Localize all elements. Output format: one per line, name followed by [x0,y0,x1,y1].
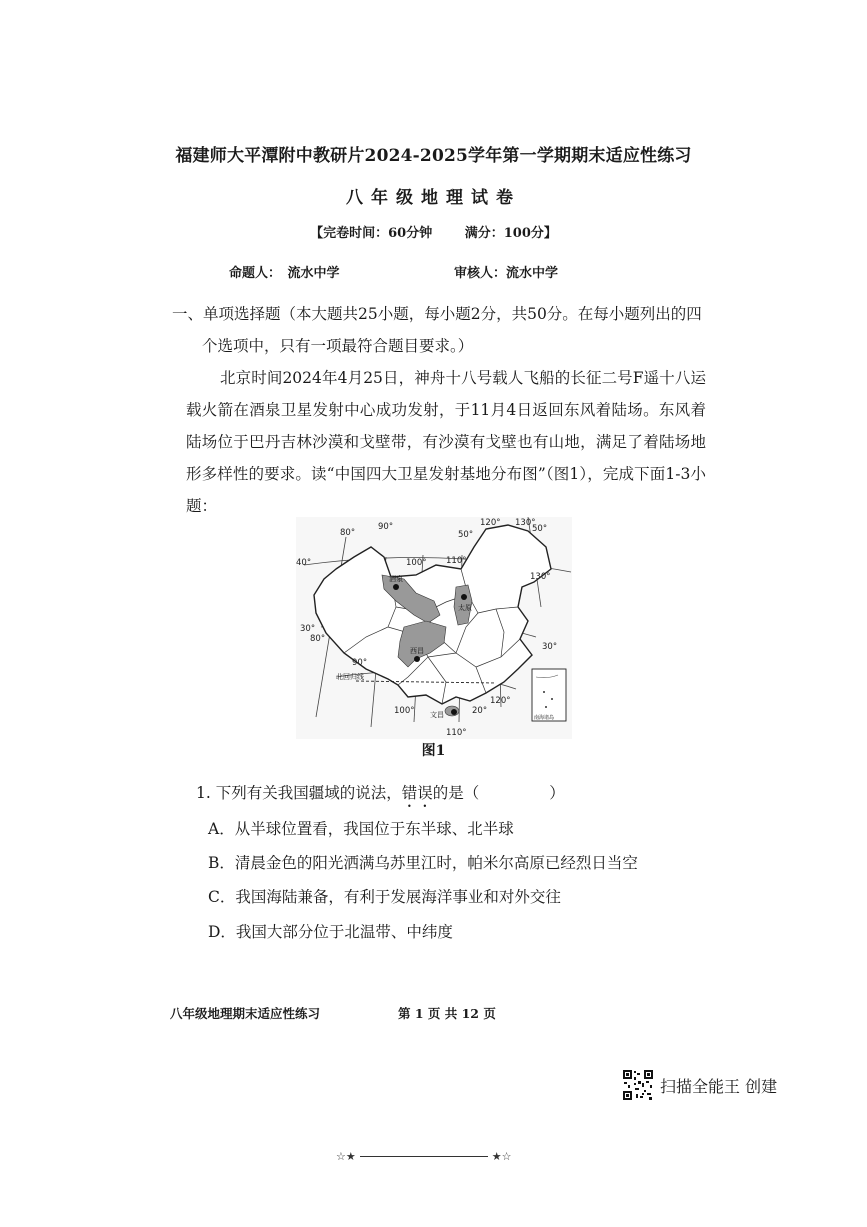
lon-label: 80° [340,528,356,538]
wenchang-label: 文昌 [430,711,444,719]
question-stem-part: 下列有关我国疆域的说法， [215,784,402,802]
jiuquan-site-marker [393,584,399,590]
footer-page-number: 第 1 页 共 12 页 [398,1006,496,1021]
full-score: 满分：100分】 [464,226,557,241]
lon-label: 80° [310,634,326,644]
tropic-label: 北回归线 [336,673,364,681]
lat-label: 50° [532,524,548,534]
lat-label: 20° [472,706,488,716]
lat-label: 40° [296,558,312,568]
question-number: 1. [196,784,211,802]
section-heading-line1: 一、单项选择题（本大题共25小题，每小题2分，共50分。在每小题列出的四 [172,305,702,323]
lon-label: 90° [352,658,368,668]
scanner-watermark [622,1069,777,1101]
intro-paragraph: 北京时间2024年4月25日，神舟十八号载人飞船的长征二号F遥十八运载火箭在酒泉卫星发射中心成功发射，于11月4日返回东风着陆场。东风着陆场位于巴丹吉林沙漠和戈壁带，有沙漠有戈壁也有山地，满足了着陆场地形多样性的要求。读“中国四大卫星发射基地分布图”（图1），完成下面1-3小题： [186,369,706,515]
lon-label: 100° [394,706,415,716]
wenchang-site-marker [451,709,457,715]
xichang-site-marker [414,656,420,662]
taiyuan-label: 太原 [458,604,472,612]
jiuquan-label: 酒泉 [389,575,403,583]
question-stem-part: 的是（ [432,784,480,802]
option-b: B．清晨金色的阳光洒满乌苏里江时，帕米尔高原已经烈日当空 [208,854,638,872]
page-title: 福建师大平潭附中教研片2024-2025学年第一学期期末适应性练习 [175,146,692,166]
emphasized-word: 错误 [401,784,433,802]
question-stem-part: ） [549,784,565,802]
lon-label: 130° [515,518,536,528]
footer-exam-name: 八年级地理期末适应性练习 [170,1006,321,1021]
exam-time-info [0,222,867,241]
south-sea-inset [532,669,566,721]
scanner-text: 扫描全能王 创建 [660,1076,778,1096]
lon-label: 100° [406,558,427,568]
question-1-stem [196,781,565,811]
lon-label: 130° [530,572,551,582]
decorative-stars-divider [336,1150,511,1163]
taiyuan-site-marker [461,594,467,600]
section-heading-line2: 个选项中，只有一项最符合题目要求。） [202,337,474,355]
lon-label: 110° [446,728,467,738]
star-icon: ☆★ [336,1150,356,1163]
lon-label: 120° [480,518,501,528]
lat-label: 50° [458,530,474,540]
inset-label: 南海诸岛 [534,715,555,721]
lon-label: 90° [378,522,394,532]
qr-code-icon [622,1069,654,1101]
lat-label: 30° [300,624,316,634]
lon-label: 120° [490,696,511,706]
xichang-label: 西昌 [410,647,424,655]
section-heading [172,298,702,362]
lon-label: 110° [446,556,467,566]
china-launch-sites-map [296,517,572,739]
option-a: A．从半球位置看，我国位于东半球、北半球 [208,820,514,838]
exam-subtitle: 八年级地理试卷 [346,188,521,208]
question-setter: 命题人： 流水中学 [229,266,340,281]
time-limit: 【完卷时间：60分钟 [310,226,433,241]
lat-label: 30° [542,642,558,652]
figure-caption: 图1 [421,743,446,759]
option-c: C．我国海陆兼备，有利于发展海洋事业和对外交往 [208,888,561,906]
question-reviewer: 审核人：流水中学 [454,266,559,281]
divider-line [360,1156,488,1157]
option-d: D．我国大部分位于北温带、中纬度 [208,923,453,941]
star-icon: ★☆ [491,1150,512,1163]
